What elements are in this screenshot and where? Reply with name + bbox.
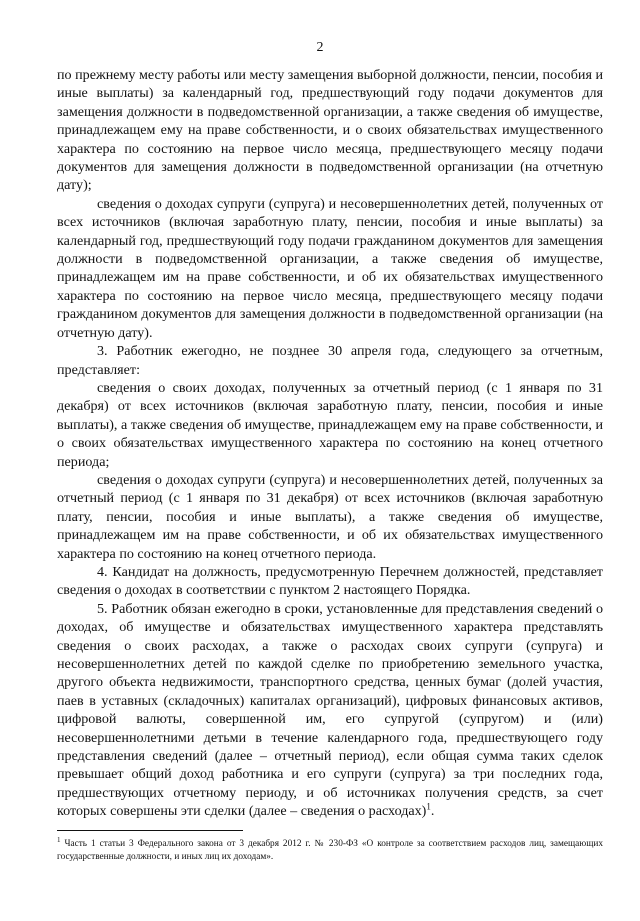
paragraph-3: 3. Работник ежегодно, не позднее 30 апреля года, следующего за отчетным, представляет: [57,343,603,378]
paragraph-5: сведения о доходах супруги (супруга) и несовершеннолетних детей, полученных за отчетный период (с 1 января по 31 декабря) от всех источников (включая заработную плату, пенсии, пособия и иные выплаты), а также сведения об имуществе, принадлежащем им на праве собственности, и об их обязательствах имущественного характера по состоянию на конец отчетного периода. [57,471,603,562]
footnote-text: Часть 1 статьи 3 Федерального закона от 3 декабря 2012 г. № 230-ФЗ «О контроле за соответствием расходов лиц, замещающих государственные должности, и иных лиц их доходам». [57,839,603,862]
footnote-separator [57,830,243,831]
paragraph-7-tail: . [430,803,435,820]
body-text [57,66,603,821]
paragraph-7-text: 5. Работник обязан ежегодно в сроки, установленные для представления сведений о доходах, об имуществе и обязательствах имущественного характера представлять сведения о своих расходах, а также о расходах своих супруги (супруга) и несовершеннолетних детей по каждой сделке по приобретению земельного участка, другого объекта недвижимости, транспортного средства, ценных бумаг (долей участия, паев в уставных (складочных) капиталах организаций), цифровых финансовых активов, цифровой валюты, совершенной им, его супругой (супругом) и (или) несовершеннолетними детьми в течение календарного года, предшествующего году представления сведений (далее – отчетный период), если общая сумма таких сделок превышает общий доход работника и его супруги (супруга) за три последних года, предшествующих отчетному периоду, и об источниках получения средств, за счет которых совершены эти сделки (далее – сведения о расходах) [57,600,603,820]
footnote [57,835,603,863]
paragraph-4: сведения о своих доходах, полученных за отчетный период (с 1 января по 31 декабря) от всех источников (включая заработную плату, пенсии, пособия и иные выплаты), а также сведения об имуществе, принадлежащем ему на праве собственности, и о своих обязательствах имущественного характера по состоянию на конец отчетного периода; [57,379,603,470]
footnote-reference: 1 [426,801,431,812]
paragraph-2: сведения о доходах супруги (супруга) и несовершеннолетних детей, полученных от всех источников (включая заработную плату, пенсии, пособия и иные выплаты) за календарный год, предшествующий году подачи гражданином документов для замещения должности в подведомственной организации, а также сведения об имуществе, принадлежащем им на праве собственности, и об их обязательствах имущественного характера по состоянию на первое число месяца, предшествующего месяцу подачи гражданином документов для замещения должности в подведомственной организации (на отчетную дату). [57,195,603,341]
paragraph-1: по прежнему месту работы или месту замещения выборной должности, пенсии, пособия и иные выплаты) за календарный год, предшествующий году подачи документов для замещения должности в подведомственной организации, а также сведения об имуществе, принадлежащем ему на праве собственности, и о своих обязательствах имущественного характера по состоянию на первое число месяца, предшествующего месяцу подачи документов для замещения должности в подведомственной организации (на отчетную дату); [57,67,603,194]
paragraph-6: 4. Кандидат на должность, предусмотренную Перечнем должностей, представляет сведения о доходах в соответствии с пунктом 2 настоящего Порядка. [57,563,603,599]
footnote-marker: 1 [57,835,61,844]
paragraph-7 [57,600,603,821]
page-number: 2 [316,40,324,55]
